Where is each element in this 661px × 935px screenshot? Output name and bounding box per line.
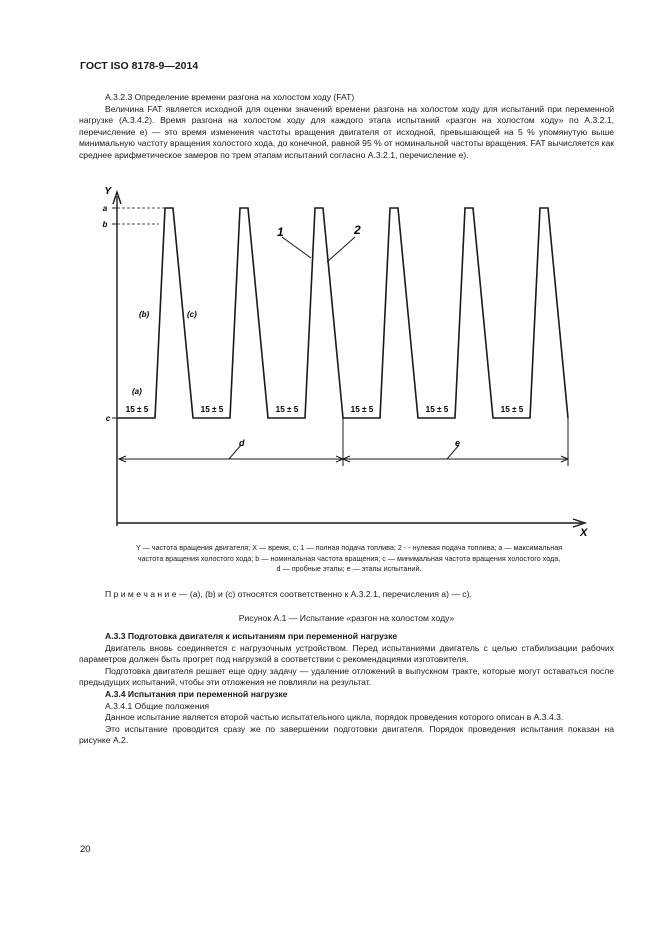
paragraph: Подготовка двигателя решает еще одну задачу — удаление отложений в выпускном тракте, которые могут оставаться после предыдущих испытаний, чтобы эти отложения не повлияли на результат. <box>79 665 614 688</box>
legend-line: частота вращения холостого хода; b — номинальная частота вращения; c — минимальная частота вращения холостого хода, <box>137 553 561 563</box>
legend-line: Y — частота вращения двигателя; X — время, с; 1 — полная подача топлива; 2 - - нулевая подача топлива; a — максимальная <box>135 543 563 552</box>
idle-duration-label: 15 ± 5 <box>125 405 149 414</box>
callout-lines <box>282 237 355 262</box>
section-heading-a33: А.3.3 Подготовка двигателя к испытаниям при переменной нагрузке <box>105 631 398 641</box>
span-markers <box>119 418 568 466</box>
idle-duration-label: 15 ± 5 <box>275 405 299 414</box>
figure-title: Рисунок А.1 — Испытание «разгон на холостом ходу» <box>238 613 455 623</box>
level-label-c: c <box>105 414 111 423</box>
phase-label-b: (b) <box>139 310 150 319</box>
paragraph: Данное испытание является второй частью испытательного цикла, порядок проведения которого описан в А.3.4.3. <box>105 712 564 723</box>
callout-2-line <box>327 237 355 262</box>
section-heading: А.3.2.3 Определение времени разгона на холостом ходу (FAT) <box>105 92 355 102</box>
idle-duration-labels <box>126 405 524 414</box>
level-ticks <box>112 208 117 418</box>
figure-idle-acceleration-test <box>75 182 595 542</box>
idle-duration-label: 15 ± 5 <box>350 405 374 414</box>
callout-1-label: 1 <box>277 225 284 239</box>
idle-duration-label: 15 ± 5 <box>500 405 524 414</box>
phase-label-c: (c) <box>187 310 197 319</box>
level-label-a: a <box>102 204 108 213</box>
paragraph: Двигатель вновь соединяется с нагрузочным устройством. Перед испытаниями двигатель с целью стабилизации рабочих параметров должен быть прогрет под нагрузкой в соответствии с рекомендациями изготовителя. <box>79 642 614 665</box>
section-heading-a34: А.3.4 Испытания при переменной нагрузке <box>105 688 288 699</box>
paragraph: Величина FAT является исходной для оценки значений времени разгона на холостом ходу для испытаний при переменной нагрузке (А.3.4.2). Время разгона на холостом ходу для каждого этапа испытаний «разгон на холостом ходу» по А.3.2.1, перечисление е) — это время изменения частоты вращения двигателя от исходной, превышающей на 5 % упомянутую выше минимальную частоту вращения холостого хода, до конечной, равной 95 % от номинальной частоты вращения. FAT вычисляется как среднее арифметическое замеров по трем этапам испытаний согласно А.3.2.1, перечисление е). <box>79 103 614 160</box>
idle-duration-label: 15 ± 5 <box>200 405 224 414</box>
level-label-b: b <box>102 220 108 229</box>
figure-note: П р и м е ч а н и е — (a), (b) и (c) относятся соответственно к А.3.2.1, перечисления а) — с). <box>105 589 472 599</box>
span-label-e: e <box>455 438 461 448</box>
callout-1-line <box>282 237 311 258</box>
level-guides <box>117 208 165 224</box>
section-a323 <box>79 92 614 162</box>
legend-line: d — пробные этапы; e — этапы испытаний. <box>276 564 422 574</box>
idle-duration-label: 15 ± 5 <box>425 405 449 414</box>
x-axis-label: X <box>580 527 588 539</box>
callout-2-label: 2 <box>354 223 361 237</box>
phase-label-a: (a) <box>132 387 142 396</box>
y-axis-label: Y <box>104 186 111 197</box>
span-label-d: d <box>239 438 245 448</box>
paragraph: Это испытание проводится сразу же по завершении подготовки двигателя. Порядок проведения испытания показан на рисунке А.2. <box>79 723 614 746</box>
figure-legend <box>84 543 614 575</box>
page-number: 20 <box>80 844 91 855</box>
document-header: ГОСТ ISO 8178-9—2014 <box>80 60 199 72</box>
speed-trace <box>117 208 568 418</box>
subsection-heading: А.3.4.1 Общие положения <box>105 700 210 711</box>
sections-a33-a34 <box>79 631 614 747</box>
